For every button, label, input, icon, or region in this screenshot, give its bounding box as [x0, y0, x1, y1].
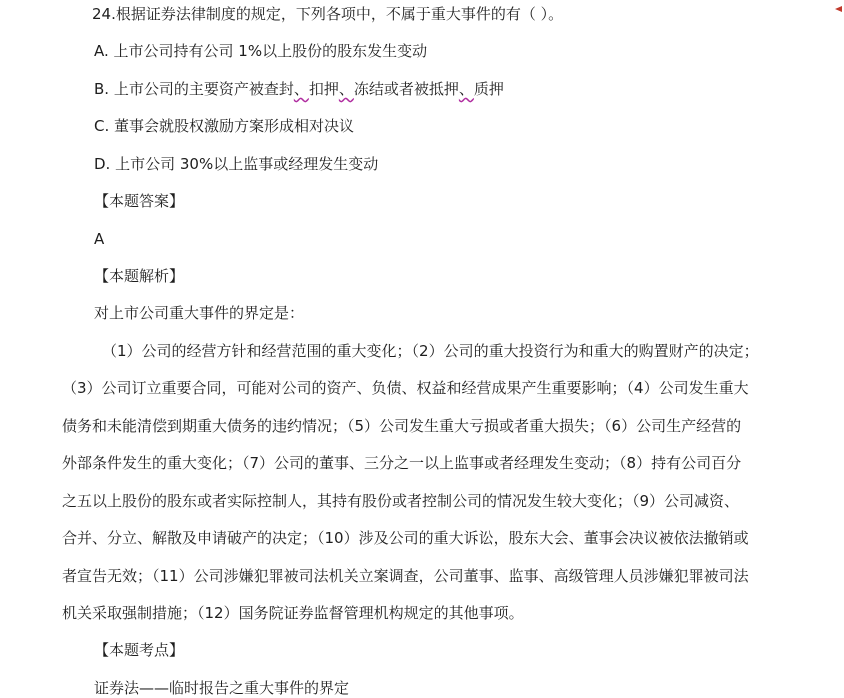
option-b-part: 冻结或者被抵押	[353, 80, 459, 98]
keypoint-value: 证券法——临时报告之重大事件的界定	[94, 679, 350, 697]
option-b-separator: 、	[293, 80, 309, 98]
option-c: C. 董事会就股权激励方案形成相对决议	[94, 117, 355, 135]
analysis-line: 之五以上股份的股东或者实际控制人，其持有股份或者控制公司的情况发生较大变化；（9）公司减资、	[62, 492, 740, 510]
analysis-line: 者宣告无效；（11）公司涉嫌犯罪被司法机关立案调查，公司董事、监事、高级管理人员涉嫌犯罪被司法	[62, 567, 749, 585]
option-b-part: 扣押	[308, 80, 339, 98]
option-b-part: B. 上市公司的主要资产被查封	[94, 80, 294, 98]
option-b	[94, 79, 504, 99]
option-b-part: 质押	[473, 80, 504, 98]
analysis-line: 机关采取强制措施；（12）国务院证券监督管理机构规定的其他事项。	[62, 604, 524, 622]
analysis-line: 债务和未能清偿到期重大债务的违约情况；（5）公司发生重大亏损或者重大损失；（6）公司生产经营的	[62, 417, 742, 435]
analysis-line: 合并、分立、解散及申请破产的决定；（10）涉及公司的重大诉讼，股东大会、董事会决议被依法撤销或	[62, 529, 749, 547]
answer-heading: 【本题答案】	[94, 192, 185, 210]
option-d: D. 上市公司 30%以上监事或经理发生变动	[94, 155, 379, 173]
analysis-line: （3）公司订立重要合同，可能对公司的资产、负债、权益和经营成果产生重要影响；（4）公司发生重大	[62, 379, 749, 397]
option-a: A. 上市公司持有公司 1%以上股份的股东发生变动	[94, 42, 428, 60]
analysis-heading: 【本题解析】	[94, 267, 185, 285]
answer-value: A	[94, 230, 105, 248]
left-pointing-arrow-icon	[835, 6, 842, 12]
question-title: 24.根据证券法律制度的规定，下列各项中，不属于重大事件的有（ ）。	[92, 5, 564, 23]
keypoint-heading: 【本题考点】	[94, 641, 185, 659]
analysis-line: 外部条件发生的重大变化；（7）公司的董事、三分之一以上监事或者经理发生变动；（8）持有公司百分	[62, 454, 742, 472]
option-b-separator: 、	[458, 80, 474, 98]
option-b-separator: 、	[338, 80, 354, 98]
analysis-line: （1）公司的经营方针和经营范围的重大变化；（2）公司的重大投资行为和重大的购置财产的决定；	[102, 342, 759, 360]
analysis-intro: 对上市公司重大事件的界定是：	[94, 304, 305, 322]
